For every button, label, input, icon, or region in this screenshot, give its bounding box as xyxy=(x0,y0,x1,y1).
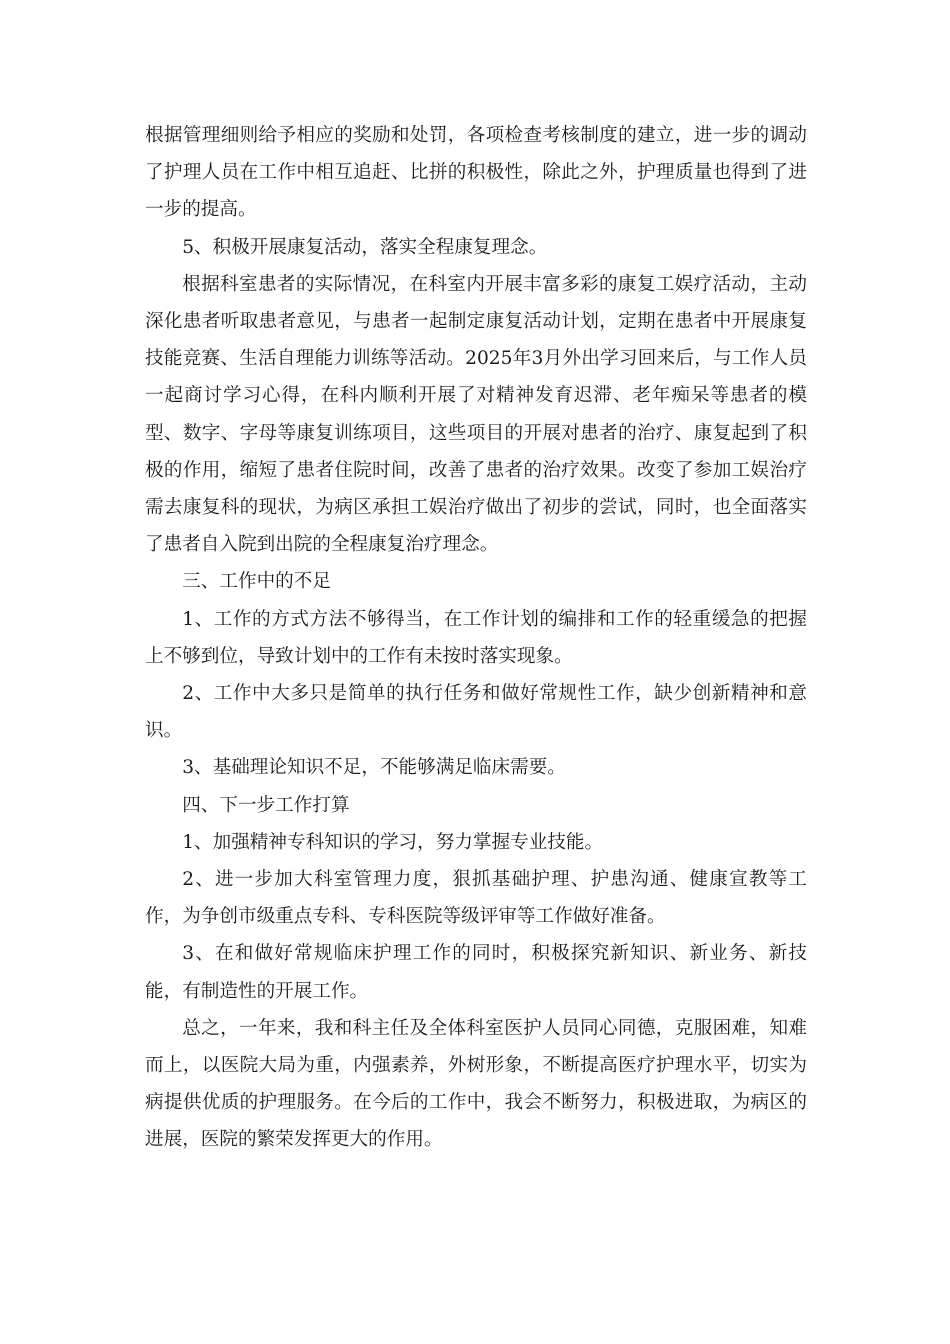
list-item: 1、加强精神专科知识的学习，努力掌握专业技能。 xyxy=(182,831,604,853)
list-item: 2、工作中大多只是简单的执行任务和做好常规性工作，缺少创新精神和意识。 xyxy=(145,683,807,742)
list-item: 1、工作的方式方法不够得当，在工作计划的编排和工作的轻重缓急的把握上不够到位，导致计划中的工作有未按时落实现象。 xyxy=(145,608,807,667)
section-heading: 四、下一步工作打算 xyxy=(182,794,350,816)
paragraph: 根据科室患者的实际情况，在科室内开展丰富多彩的康复工娱疗活动，主动深化患者听取患者意见，与患者一起制定康复活动计划，定期在患者中开展康复技能竞赛、生活自理能力训练等活动。2025年3月外出学习回来后，与工作人员一起商讨学习心得，在科内顺利开展了对精神发育迟滞、老年痴呆等患者的模型、数字、字母等康复训练项目，这些项目的开展对患者的治疗、康复起到了积极的作用，缩短了患者住院时间，改善了患者的治疗效果。改变了参加工娱治疗需去康复科的现状，为病区承担工娱治疗做出了初步的尝试，同时，也全面落实了患者自入院到出院的全程康复治疗理念。 xyxy=(145,273,807,556)
section-item-heading: 5、积极开展康复活动，落实全程康复理念。 xyxy=(182,236,548,258)
list-item: 2、进一步加大科室管理力度，狠抓基础护理、护患沟通、健康宣教等工作，为争创市级重点专科、专科医院等级评审等工作做好准备。 xyxy=(145,869,807,928)
section-heading: 三、工作中的不足 xyxy=(182,571,331,593)
conclusion-paragraph: 总之，一年来，我和科主任及全体科室医护人员同心同德，克服困难，知难而上，以医院大局为重，内强素养，外树形象，不断提高医疗护理水平，切实为病提供优质的护理服务。在今后的工作中，我会不断努力，积极进取，为病区的进展，医院的繁荣发挥更大的作用。 xyxy=(145,1017,807,1151)
document-body xyxy=(145,117,807,1159)
list-item: 3、基础理论知识不足，不能够满足临床需要。 xyxy=(182,757,566,779)
list-item: 3、在和做好常规临床护理工作的同时，积极探究新知识、新业务、新技能，有制造性的开展工作。 xyxy=(145,943,807,1002)
paragraph: 根据管理细则给予相应的奖励和处罚，各项检查考核制度的建立，进一步的调动了护理人员在工作中相互追赶、比拼的积极性，除此之外，护理质量也得到了进一步的提高。 xyxy=(145,125,807,221)
